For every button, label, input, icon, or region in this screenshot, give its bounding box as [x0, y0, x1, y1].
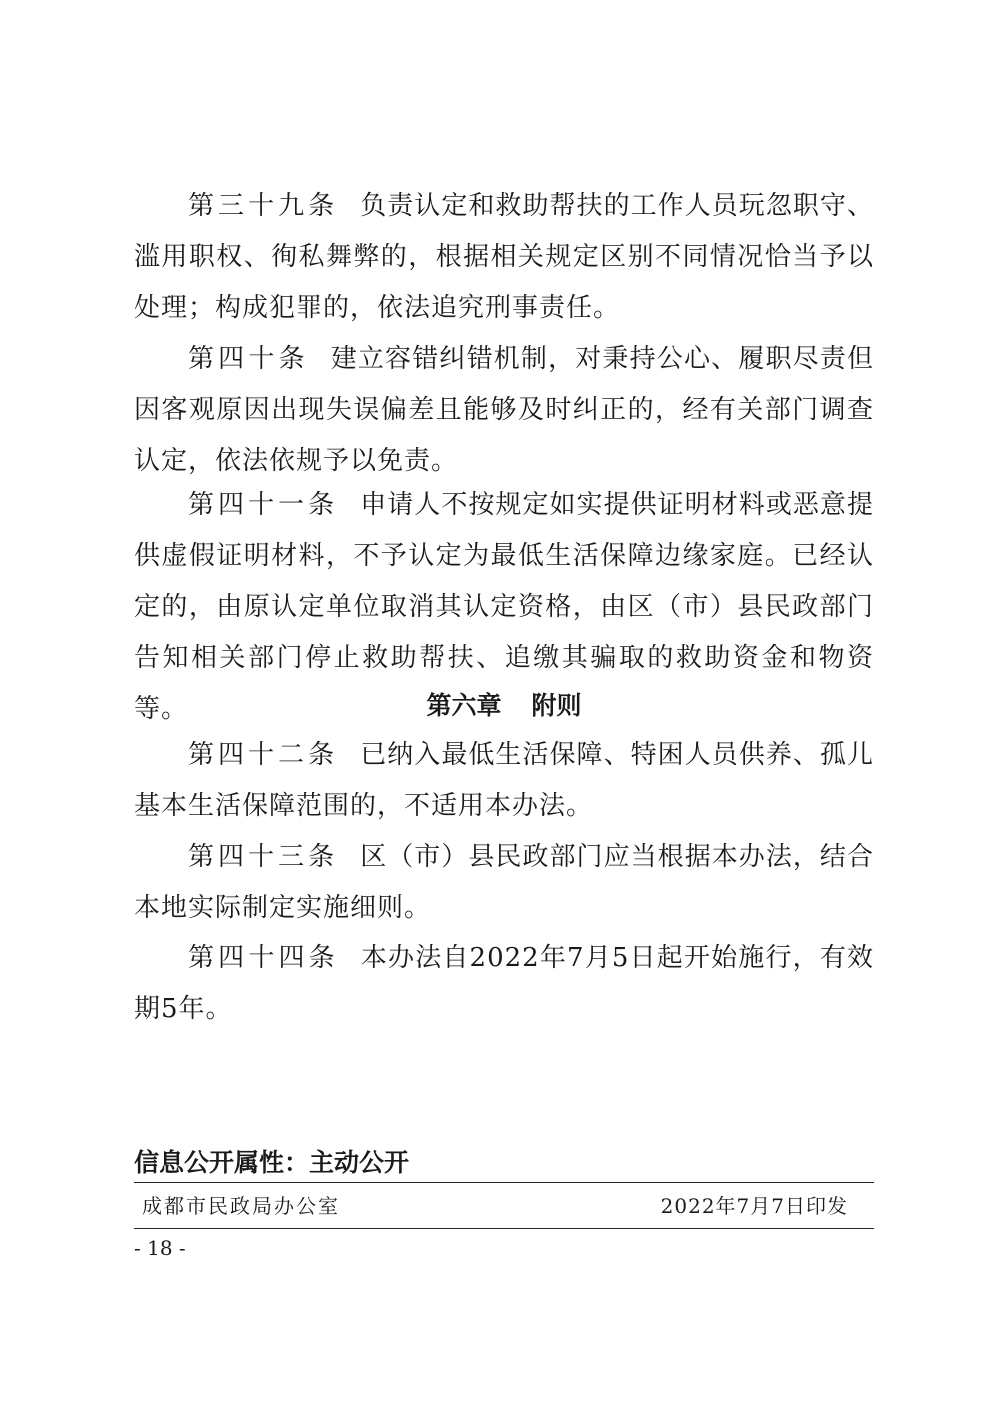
chapter-number: 第六章: [426, 691, 502, 720]
article-text: 已纳入最低生活保障、特困人员供养、孤儿基本生活保障范围的，不适用本办法。: [134, 740, 874, 821]
chapter-title: 附则: [531, 691, 582, 720]
article-text: 区（市）县民政部门应当根据本办法，结合本地实际制定实施细则。: [134, 842, 874, 923]
article-text: 建立容错纠错机制，对秉持公心、履职尽责但因客观原因出现失误偏差且能够及时纠正的，经有关部门调查认定，依法依规予以免责。: [134, 344, 874, 476]
article-43: [134, 832, 874, 934]
article-label: 第四十一条: [188, 490, 339, 520]
article-40: [134, 334, 874, 487]
article-text: 申请人不按规定如实提供证明材料或恶意提供虚假证明材料，不予认定为最低生活保障边缘家庭。已经认定的，由原认定单位取消其认定资格，由区（市）县民政部门告知相关部门停止救助帮扶、追缴其骗取的救助资金和物资等。: [134, 490, 874, 724]
footer-top-rule: [134, 1182, 874, 1183]
issue-date: 2022年7月7日印发: [660, 1194, 848, 1218]
page-number: - 18 -: [134, 1236, 186, 1260]
issuer-name: 成都市民政局办公室: [142, 1194, 340, 1218]
issuance-line: [134, 1186, 874, 1226]
article-label: 第四十四条: [188, 943, 339, 973]
article-text: 负责认定和救助帮扶的工作人员玩忽职守、滥用职权、徇私舞弊的，根据相关规定区别不同情况恰当予以处理；构成犯罪的，依法追究刑事责任。: [134, 191, 874, 323]
article-42: [134, 730, 874, 832]
article-label: 第四十二条: [188, 740, 339, 770]
chapter-heading: [134, 684, 874, 728]
article-label: 第四十三条: [188, 842, 339, 872]
article-label: 第四十条: [188, 344, 309, 374]
article-39: [134, 181, 874, 334]
article-text: 本办法自2022年7月5日起开始施行，有效期5年。: [134, 943, 874, 1024]
article-label: 第三十九条: [188, 191, 339, 221]
disclosure-attribute: 信息公开属性：主动公开: [134, 1148, 410, 1177]
footer-bottom-rule: [134, 1228, 874, 1229]
article-44: [134, 933, 874, 1035]
